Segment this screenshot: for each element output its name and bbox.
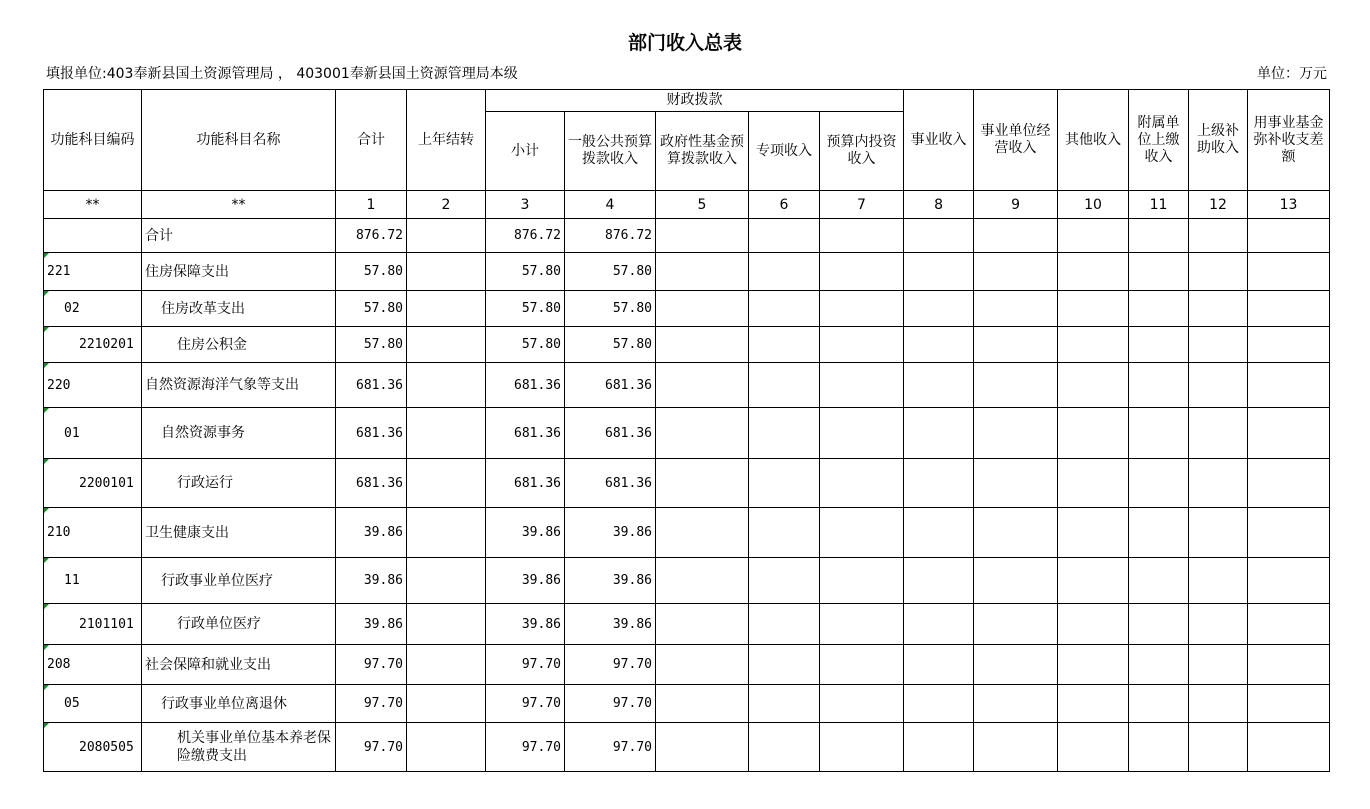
general-cell: 97.70 <box>565 723 656 772</box>
index-cell: 10 <box>1058 191 1129 219</box>
index-cell: 11 <box>1129 191 1189 219</box>
empty-cell <box>656 508 749 558</box>
empty-cell <box>974 558 1058 604</box>
empty-cell <box>656 363 749 408</box>
subtotal-cell: 97.70 <box>486 645 565 685</box>
total-cell: 57.80 <box>336 327 407 363</box>
subtotal-cell: 681.36 <box>486 459 565 508</box>
empty-cell <box>1189 508 1248 558</box>
empty-cell <box>1189 558 1248 604</box>
empty-cell <box>1189 408 1248 459</box>
empty-cell <box>1248 327 1330 363</box>
empty-cell <box>1058 363 1129 408</box>
empty-cell <box>820 253 904 291</box>
empty-cell <box>1189 291 1248 327</box>
empty-cell <box>1189 645 1248 685</box>
empty-cell <box>820 604 904 645</box>
empty-cell <box>974 459 1058 508</box>
subtotal-cell: 39.86 <box>486 558 565 604</box>
empty-cell <box>1058 219 1129 253</box>
code-cell <box>44 291 142 327</box>
subtotal-cell: 57.80 <box>486 253 565 291</box>
prev-cell <box>407 685 486 723</box>
empty-cell <box>1058 508 1129 558</box>
total-cell: 39.86 <box>336 508 407 558</box>
name-cell: 住房公积金 <box>142 327 336 363</box>
header-superior: 上级补助收入 <box>1189 90 1248 191</box>
empty-cell <box>974 685 1058 723</box>
empty-cell <box>1129 253 1189 291</box>
name-cell: 行政单位医疗 <box>142 604 336 645</box>
income-summary-table <box>43 89 1330 772</box>
subtotal-cell: 57.80 <box>486 291 565 327</box>
table-row <box>44 604 1330 645</box>
empty-cell <box>656 685 749 723</box>
general-cell: 97.70 <box>565 685 656 723</box>
cell-marker-icon <box>44 291 49 296</box>
empty-cell <box>974 219 1058 253</box>
prev-cell <box>407 558 486 604</box>
empty-cell <box>1058 291 1129 327</box>
empty-cell <box>749 558 820 604</box>
cell-marker-icon <box>44 253 49 258</box>
general-cell: 876.72 <box>565 219 656 253</box>
cell-marker-icon <box>44 723 49 728</box>
index-cell: ** <box>44 191 142 219</box>
empty-cell <box>1058 253 1129 291</box>
empty-cell <box>820 645 904 685</box>
table-row <box>44 253 1330 291</box>
table-row <box>44 685 1330 723</box>
empty-cell <box>656 459 749 508</box>
empty-cell <box>656 408 749 459</box>
empty-cell <box>1129 291 1189 327</box>
code-cell <box>44 408 142 459</box>
empty-cell <box>1248 253 1330 291</box>
empty-cell <box>1189 363 1248 408</box>
general-cell: 39.86 <box>565 558 656 604</box>
general-cell: 97.70 <box>565 645 656 685</box>
header-other: 其他收入 <box>1058 90 1129 191</box>
empty-cell <box>1248 685 1330 723</box>
empty-cell <box>820 363 904 408</box>
total-cell: 681.36 <box>336 459 407 508</box>
prev-cell <box>407 291 486 327</box>
filing-unit: 填报单位:403奉新县国土资源管理局 ， 403001奉新县国土资源管理局本级 <box>46 66 518 82</box>
name-cell: 合计 <box>142 219 336 253</box>
empty-cell <box>820 685 904 723</box>
empty-cell <box>1189 604 1248 645</box>
empty-cell <box>1248 459 1330 508</box>
empty-cell <box>904 291 974 327</box>
general-cell: 39.86 <box>565 604 656 645</box>
code-text: 01 <box>64 425 80 441</box>
prev-cell <box>407 327 486 363</box>
empty-cell <box>1189 327 1248 363</box>
name-cell: 自然资源海洋气象等支出 <box>142 363 336 408</box>
cell-marker-icon <box>44 408 49 413</box>
empty-cell <box>656 219 749 253</box>
empty-cell <box>1248 219 1330 253</box>
general-cell: 57.80 <box>565 253 656 291</box>
empty-cell <box>820 508 904 558</box>
header-total: 合计 <box>336 90 407 191</box>
code-cell <box>44 685 142 723</box>
prev-cell <box>407 363 486 408</box>
index-cell: 12 <box>1189 191 1248 219</box>
index-cell: 2 <box>407 191 486 219</box>
empty-cell <box>1189 253 1248 291</box>
table-row <box>44 363 1330 408</box>
empty-cell <box>1129 459 1189 508</box>
total-cell: 57.80 <box>336 291 407 327</box>
empty-cell <box>904 253 974 291</box>
code-text: 221 <box>47 264 71 279</box>
empty-cell <box>974 508 1058 558</box>
name-cell: 行政运行 <box>142 459 336 508</box>
prev-cell <box>407 723 486 772</box>
subtotal-cell: 97.70 <box>486 723 565 772</box>
empty-cell <box>974 327 1058 363</box>
subtotal-cell: 39.86 <box>486 508 565 558</box>
subtotal-cell: 876.72 <box>486 219 565 253</box>
subtotal-cell: 97.70 <box>486 685 565 723</box>
empty-cell <box>1248 558 1330 604</box>
subtotal-cell: 57.80 <box>486 327 565 363</box>
general-cell: 681.36 <box>565 459 656 508</box>
empty-cell <box>1248 291 1330 327</box>
header-business: 事业收入 <box>904 90 974 191</box>
cell-marker-icon <box>44 604 49 609</box>
empty-cell <box>656 558 749 604</box>
prev-cell <box>407 508 486 558</box>
code-text: 2101101 <box>79 616 134 632</box>
name-cell: 卫生健康支出 <box>142 508 336 558</box>
empty-cell <box>1189 723 1248 772</box>
empty-cell <box>749 459 820 508</box>
total-cell: 97.70 <box>336 723 407 772</box>
report-title: 部门收入总表 <box>627 32 742 54</box>
total-cell: 39.86 <box>336 558 407 604</box>
index-cell: 3 <box>486 191 565 219</box>
prev-cell <box>407 408 486 459</box>
header-row-1 <box>44 90 1330 112</box>
empty-cell <box>1248 363 1330 408</box>
empty-cell <box>1248 604 1330 645</box>
empty-cell <box>1058 723 1129 772</box>
header-subtotal: 小计 <box>486 112 565 191</box>
table-row <box>44 291 1330 327</box>
empty-cell <box>1058 408 1129 459</box>
general-cell: 39.86 <box>565 508 656 558</box>
table-row <box>44 219 1330 253</box>
code-text: 208 <box>47 657 71 672</box>
empty-cell <box>656 327 749 363</box>
empty-cell <box>820 558 904 604</box>
code-cell <box>44 723 142 772</box>
code-cell <box>44 327 142 363</box>
total-cell: 876.72 <box>336 219 407 253</box>
empty-cell <box>1129 327 1189 363</box>
empty-cell <box>1129 645 1189 685</box>
general-cell: 681.36 <box>565 408 656 459</box>
empty-cell <box>1189 219 1248 253</box>
total-cell: 97.70 <box>336 645 407 685</box>
table-row <box>44 645 1330 685</box>
empty-cell <box>904 685 974 723</box>
code-text: 2200101 <box>79 475 134 491</box>
empty-cell <box>656 291 749 327</box>
empty-cell <box>820 219 904 253</box>
total-cell: 97.70 <box>336 685 407 723</box>
name-cell: 机关事业单位基本养老保险缴费支出 <box>142 723 336 772</box>
code-text: 11 <box>64 573 80 588</box>
currency-unit: 单位：万元 <box>1257 66 1327 82</box>
empty-cell <box>904 459 974 508</box>
code-text: 210 <box>47 525 71 540</box>
empty-cell <box>749 645 820 685</box>
name-cell: 住房保障支出 <box>142 253 336 291</box>
empty-cell <box>1058 604 1129 645</box>
empty-cell <box>749 363 820 408</box>
empty-cell <box>904 723 974 772</box>
empty-cell <box>1129 685 1189 723</box>
index-cell: 5 <box>656 191 749 219</box>
prev-cell <box>407 253 486 291</box>
empty-cell <box>820 408 904 459</box>
empty-cell <box>749 327 820 363</box>
total-cell: 681.36 <box>336 363 407 408</box>
empty-cell <box>1129 604 1189 645</box>
empty-cell <box>904 645 974 685</box>
table-row <box>44 459 1330 508</box>
name-cell: 自然资源事务 <box>142 408 336 459</box>
empty-cell <box>749 291 820 327</box>
code-cell <box>44 253 142 291</box>
header-general-budget: 一般公共预算拨款收入 <box>565 112 656 191</box>
index-cell: 4 <box>565 191 656 219</box>
index-cell: ** <box>142 191 336 219</box>
empty-cell <box>749 408 820 459</box>
cell-marker-icon <box>44 459 49 464</box>
index-cell: 1 <box>336 191 407 219</box>
prev-cell <box>407 604 486 645</box>
prev-cell <box>407 645 486 685</box>
empty-cell <box>820 291 904 327</box>
empty-cell <box>656 645 749 685</box>
empty-cell <box>820 459 904 508</box>
header-prev-balance: 上年结转 <box>407 90 486 191</box>
prev-cell <box>407 219 486 253</box>
header-gov-fund: 政府性基金预算拨款收入 <box>656 112 749 191</box>
code-cell <box>44 363 142 408</box>
empty-cell <box>1058 645 1129 685</box>
general-cell: 57.80 <box>565 327 656 363</box>
empty-cell <box>904 363 974 408</box>
empty-cell <box>656 723 749 772</box>
empty-cell <box>904 408 974 459</box>
empty-cell <box>1248 645 1330 685</box>
table-row <box>44 327 1330 363</box>
code-cell <box>44 604 142 645</box>
empty-cell <box>656 604 749 645</box>
index-cell: 9 <box>974 191 1058 219</box>
empty-cell <box>1248 408 1330 459</box>
cell-marker-icon <box>44 508 49 513</box>
index-cell: 6 <box>749 191 820 219</box>
name-cell: 住房改革支出 <box>142 291 336 327</box>
empty-cell <box>974 253 1058 291</box>
header-investment: 预算内投资收入 <box>820 112 904 191</box>
header-affiliate: 附属单位上缴收入 <box>1129 90 1189 191</box>
code-cell <box>44 219 142 253</box>
total-cell: 39.86 <box>336 604 407 645</box>
code-cell <box>44 558 142 604</box>
code-text: 2210201 <box>79 337 134 352</box>
cell-marker-icon <box>44 327 49 332</box>
index-cell: 13 <box>1248 191 1330 219</box>
empty-cell <box>904 558 974 604</box>
code-text: 05 <box>64 696 80 711</box>
subtotal-cell: 681.36 <box>486 363 565 408</box>
cell-marker-icon <box>44 363 49 368</box>
empty-cell <box>1189 459 1248 508</box>
cell-marker-icon <box>44 558 49 563</box>
table-row <box>44 723 1330 772</box>
empty-cell <box>974 408 1058 459</box>
empty-cell <box>749 219 820 253</box>
empty-cell <box>820 723 904 772</box>
code-cell <box>44 508 142 558</box>
empty-cell <box>749 723 820 772</box>
code-text: 02 <box>64 301 80 316</box>
prev-cell <box>407 459 486 508</box>
total-cell: 57.80 <box>336 253 407 291</box>
empty-cell <box>749 604 820 645</box>
empty-cell <box>749 253 820 291</box>
table-row <box>44 508 1330 558</box>
header-operating: 事业单位经营收入 <box>974 90 1058 191</box>
empty-cell <box>1129 363 1189 408</box>
empty-cell <box>656 253 749 291</box>
index-cell: 7 <box>820 191 904 219</box>
empty-cell <box>1129 508 1189 558</box>
general-cell: 681.36 <box>565 363 656 408</box>
index-cell: 8 <box>904 191 974 219</box>
empty-cell <box>904 327 974 363</box>
empty-cell <box>974 291 1058 327</box>
total-cell: 681.36 <box>336 408 407 459</box>
subtotal-cell: 681.36 <box>486 408 565 459</box>
name-cell: 行政事业单位医疗 <box>142 558 336 604</box>
empty-cell <box>1248 508 1330 558</box>
empty-cell <box>1189 685 1248 723</box>
empty-cell <box>904 219 974 253</box>
empty-cell <box>1058 558 1129 604</box>
name-cell: 社会保障和就业支出 <box>142 645 336 685</box>
empty-cell <box>974 645 1058 685</box>
empty-cell <box>904 604 974 645</box>
empty-cell <box>749 685 820 723</box>
code-cell <box>44 459 142 508</box>
empty-cell <box>1058 685 1129 723</box>
empty-cell <box>974 723 1058 772</box>
empty-cell <box>1129 408 1189 459</box>
empty-cell <box>1129 723 1189 772</box>
name-cell: 行政事业单位离退休 <box>142 685 336 723</box>
header-fund-fill: 用事业基金弥补收支差额 <box>1248 90 1330 191</box>
general-cell: 57.80 <box>565 291 656 327</box>
empty-cell <box>1058 459 1129 508</box>
index-row <box>44 191 1330 219</box>
empty-cell <box>749 508 820 558</box>
empty-cell <box>974 604 1058 645</box>
cell-marker-icon <box>44 645 49 650</box>
empty-cell <box>974 363 1058 408</box>
header-code: 功能科目编码 <box>44 90 142 191</box>
empty-cell <box>1248 723 1330 772</box>
empty-cell <box>1129 558 1189 604</box>
table-row <box>44 408 1330 459</box>
table-row <box>44 558 1330 604</box>
cell-marker-icon <box>44 685 49 690</box>
code-text: 220 <box>47 377 71 393</box>
subtotal-cell: 39.86 <box>486 604 565 645</box>
empty-cell <box>1129 219 1189 253</box>
header-special: 专项收入 <box>749 112 820 191</box>
code-text: 2080505 <box>79 739 134 755</box>
header-fiscal-group: 财政拨款 <box>486 90 904 112</box>
empty-cell <box>1058 327 1129 363</box>
empty-cell <box>820 327 904 363</box>
empty-cell <box>904 508 974 558</box>
header-name: 功能科目名称 <box>142 90 336 191</box>
code-cell <box>44 645 142 685</box>
